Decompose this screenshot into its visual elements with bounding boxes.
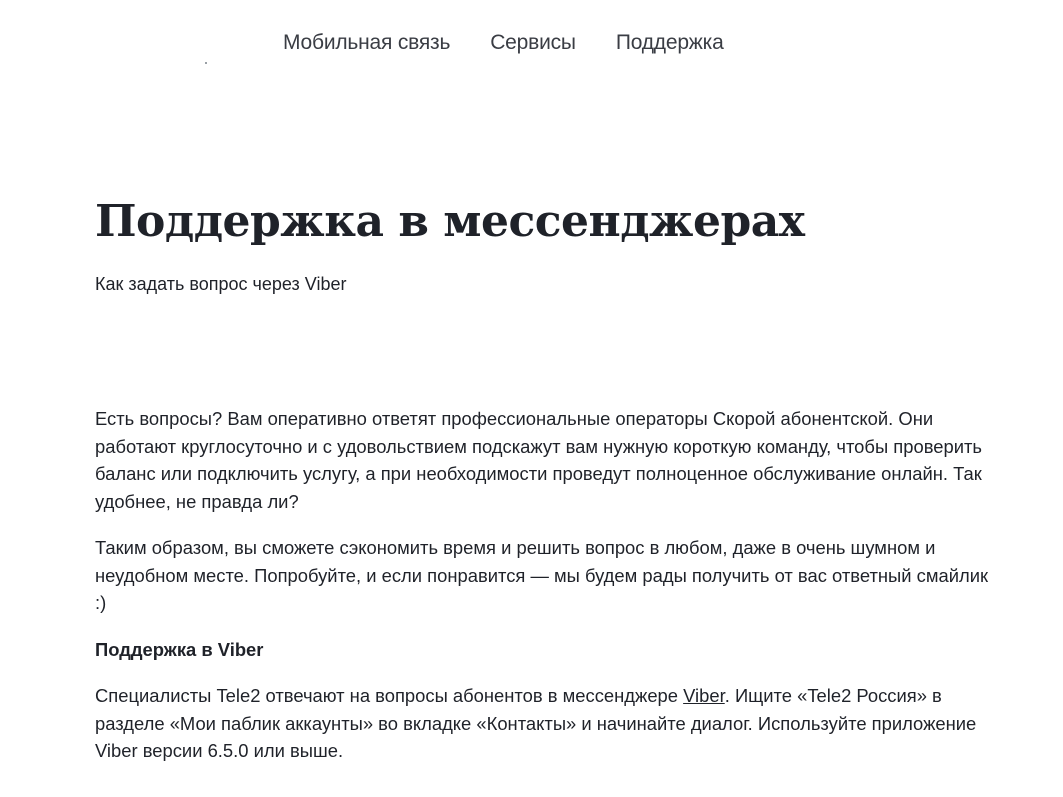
nav-item-services[interactable]: Сервисы [490, 31, 576, 54]
viber-text-before: Специалисты Tele2 отвечают на вопросы абонентов в мессенджере [95, 685, 684, 706]
top-navigation [283, 31, 724, 55]
viber-section-heading: Поддержка в Viber [95, 638, 264, 660]
nav-item-mobile[interactable]: Мобильная связь [283, 31, 451, 54]
article-content [95, 405, 995, 784]
nav-item-support[interactable]: Поддержка [615, 31, 724, 54]
benefit-paragraph: Таким образом, вы сможете сэкономить время и решить вопрос в любом, даже в очень шумном и неудобном месте. Попробуйте, и если понравится — мы будем рады получить от вас ответный смайлик :) [95, 537, 989, 613]
intro-paragraph: Есть вопросы? Вам оперативно ответят профессиональные операторы Скорой абонентской. Они работают круглосуточно и с удовольствием подскажут вам нужную короткую команду, чтобы проверить баланс или подключить услугу, а при необходимости проведут полноценное обслуживание онлайн. Так удобнее, не правда ли? [95, 408, 982, 512]
viber-text-after: . Ищите «Tele2 Россия» в разделе «Мои паблик аккаунты» во вкладке «Контакты» и начинайте диалог. Используйте приложение Viber версии 6.5.0 или выше. [95, 685, 977, 761]
page-title: Поддержка в мессенджерах [95, 196, 805, 247]
page-subtitle: Как задать вопрос через Viber [95, 274, 347, 294]
decorative-dot [205, 62, 207, 64]
viber-instructions-paragraph [95, 682, 995, 765]
viber-link[interactable]: Viber [683, 685, 725, 706]
